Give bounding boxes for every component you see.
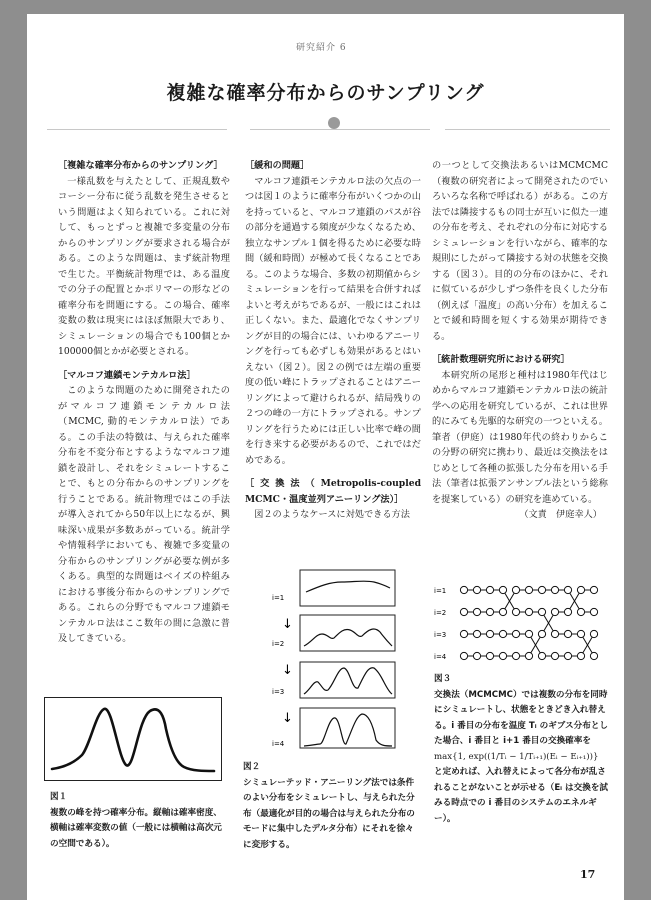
rule-right	[445, 129, 610, 130]
state-node	[551, 586, 558, 593]
figure-2-panel-1	[272, 570, 395, 606]
state-node	[512, 586, 519, 593]
state-node	[525, 586, 532, 593]
state-node	[551, 608, 558, 615]
exchange-probability-formula: max{1, exp((1/Tᵢ − 1/Tᵢ₊₁)(Eᵢ − Eᵢ₊₁))}	[434, 751, 599, 762]
state-node	[564, 608, 571, 615]
figure-2-plot	[270, 560, 402, 760]
state-node	[460, 586, 467, 593]
state-node	[590, 586, 597, 593]
figure-3-row-label: i=4	[434, 653, 447, 661]
state-node	[512, 608, 519, 615]
page-number: 17	[580, 868, 596, 881]
figure-2-label-i1: i=1	[272, 594, 285, 602]
figure-3-exchange-diagram	[434, 580, 612, 672]
state-node	[538, 630, 545, 637]
state-node	[538, 608, 545, 615]
body-paragraph: 一様乱数を与えたとして、正規乱数やコーシー分布に従う乱数を発生させるという問題はよく知られている。これに対して、もっとずっと複雑で多変量の分布からのサンプリングが要求される場合がある。このような問題は、まず統計物理で生じた。平衡統計物理では、ある温度での分子の配置とかポリマーの形などの確率分布を問題にする。この場合、確率変数の数は現実にはほぼ無限大であり、シミュレーションの場合でも100個とか100000個とかが必要とされる。	[58, 175, 230, 357]
body-paragraph: 本研究所の尾形と種村は1980年代はじめからマルコフ連鎖モンテカルロ法の統計学への応用を研究しているが、これは世界的にみても先駆的な研究の一つといえる。筆者（伊庭）は1980年代の終わりからこの分野の研究に携わり、最近は交換法をはじめとして各種の拡張した分布を用いる手法（筆者は拡張アンサンブル法という総称を提案している）の研究を進めている。	[432, 369, 608, 505]
state-node	[590, 630, 597, 637]
figure-2-arrow: ↓	[282, 663, 293, 678]
series-label: 研究紹介 6	[296, 43, 347, 53]
section-heading: ［複雑な確率分布からのサンプリング］	[58, 160, 223, 171]
state-node	[551, 630, 558, 637]
figure-3-caption	[434, 672, 612, 827]
figure-2-label-i3: i=3	[272, 688, 285, 696]
rule-left	[47, 129, 227, 130]
figure-3-label: 図３	[434, 674, 452, 684]
state-node	[525, 630, 532, 637]
article-title: 複雑な確率分布からのサンプリング	[166, 82, 485, 104]
state-node	[590, 652, 597, 659]
figure-1-plot	[44, 697, 222, 781]
state-node	[525, 652, 532, 659]
section-heading: ［緩和の問題］	[245, 160, 310, 171]
body-paragraph: このような問題のために開発されたのがマルコフ連鎖モンテカルロ法（MCMC, 動的モンテカルロ法）である。この手法の特徴は、与えられた確率分布を不変分布とするようなマルコフ連鎖を設計し、それをシミュレートすることで、もとの分布からのサンプリングを行うことである。統計物理ではこの手法が導入されてから50年以上になるが、興味深い成果が多数あがっている。統計学や情報科学においても、複雑で多変量の分布からのサンプリングが必要な例が多くある。典型的な問題はベイズの枠組みにおける事後分布からのサンプリングである。これらの分野でもマルコフ連鎖モンテカルロ法はここ数年の間に急激に普及してきている。	[58, 385, 230, 644]
state-node	[473, 630, 480, 637]
figure-3-row-label: i=1	[434, 587, 447, 595]
state-node	[486, 586, 493, 593]
state-node	[512, 652, 519, 659]
title-ornament-dot	[328, 117, 340, 129]
column-2	[245, 158, 421, 523]
figure-2-label-i2: i=2	[272, 640, 285, 648]
state-node	[577, 608, 584, 615]
state-node	[590, 608, 597, 615]
state-node	[460, 652, 467, 659]
state-node	[486, 652, 493, 659]
figure-3-text-b: と定めれば、入れ替えによって各分布が乱されることがないことが示せる（Eᵢ は交換を試みる時点での i 番目のシステムのエネルギー）。	[434, 767, 609, 824]
figure-3-row-label: i=3	[434, 631, 447, 639]
column-1	[58, 158, 230, 647]
body-paragraph: （文責 伊庭幸人）	[519, 509, 602, 520]
state-node	[577, 586, 584, 593]
state-node	[486, 630, 493, 637]
state-node	[512, 630, 519, 637]
state-node	[460, 630, 467, 637]
state-node	[499, 608, 506, 615]
figure-1-text: 複数の峰を持つ確率分布。縦軸は確率密度、横軸は確率変数の値（一般には横軸は高次元の空間である）。	[50, 807, 222, 849]
state-node	[577, 630, 584, 637]
figure-3-row-label: i=2	[434, 609, 447, 617]
state-node	[525, 608, 532, 615]
figure-2-label-i4: i=4	[272, 740, 285, 748]
body-paragraph: 図２のようなケースに対処できる方法	[254, 509, 410, 520]
figure-2-caption	[243, 760, 421, 853]
figure-1-caption	[50, 790, 222, 852]
state-node	[499, 652, 506, 659]
column-3	[432, 158, 608, 523]
rule-mid	[250, 129, 430, 130]
figure-3-text-a: 交換法（MCMCMC）では複数の分布を同時にシミュレートし、状態をときどき入れ替える。i 番目の分布を温度 Tᵢ のギブス分布とした場合、i 番目と i+1 番目の交換確率を	[434, 689, 609, 746]
state-node	[486, 608, 493, 615]
state-node	[564, 586, 571, 593]
figure-1-label: 図１	[50, 792, 68, 802]
body-paragraph: マルコフ連鎖モンテカルロ法の欠点の一つは図１のように確率分布がいくつかの山を持っていると、マルコフ連鎖のパスが谷の部分を通過する頻度が少なくなるため、独立なサンプル１個を得るために必要な時間（緩和時間）が極めて長くなることである。このような場合、多数の初期値からシミュレーションを行って結果を合併すればよいと考えがちであるが、一般にはこれは正しくない。また、最適化でなくサンプリングが目的の場合には、いわゆるアニーリングを行っても必ずしも効果があるとはいえない（図２）。図２の例では左端の重要度の低い峰にトラップされることはアニーリングによって避けられるが、結局残りの２つの峰の一方にトラップされる。サンプリングを行うためには正しい比率で峰の間を行き来する必要があるので、これではだめである。	[245, 175, 421, 466]
state-node	[499, 630, 506, 637]
state-node	[499, 586, 506, 593]
state-node	[538, 586, 545, 593]
state-node	[538, 652, 545, 659]
state-node	[473, 652, 480, 659]
state-node	[577, 652, 584, 659]
figure-2-arrow: ↓	[282, 617, 293, 632]
figure-2-text: シミュレーテッド・アニーリング法では条件のよい分布をシミュレートし、与えられた分布（最適化が目的の場合は与えられた分布のモードに集中したデルタ分布）にそれを徐々に変形する。	[243, 777, 415, 850]
state-node	[473, 608, 480, 615]
state-node	[564, 652, 571, 659]
state-node	[473, 586, 480, 593]
body-paragraph: の一つとして交換法あるいはMCMCMC（複数の研究者によって開発されたのでいろいろな名称で呼ばれる）がある。この方法では隣接するもの同士が互いに似た一連の分布を考え、それぞれの分布に対応するシミュレーションを行いながら、確率的な規則にしたがって隣接する対の状態を交換する（図３）。目的の分布のほかに、それに似ているが少しずつ条件を良くした分布（例えば「温度」の高い分布）を加えることで緩和時間を短くする効果が期待できる。	[432, 160, 608, 342]
section-heading: ［交換法（Metropolis-coupled MCMC・温度並列アニーリング法）］	[245, 478, 421, 505]
figure-2-arrow: ↓	[282, 711, 293, 726]
state-node	[564, 630, 571, 637]
figure-2-label: 図２	[243, 762, 261, 772]
section-heading: ［マルコフ連鎖モンテカルロ法］	[58, 369, 196, 381]
state-node	[460, 608, 467, 615]
state-node	[551, 652, 558, 659]
section-heading: ［統計数理研究所における研究］	[432, 354, 570, 365]
